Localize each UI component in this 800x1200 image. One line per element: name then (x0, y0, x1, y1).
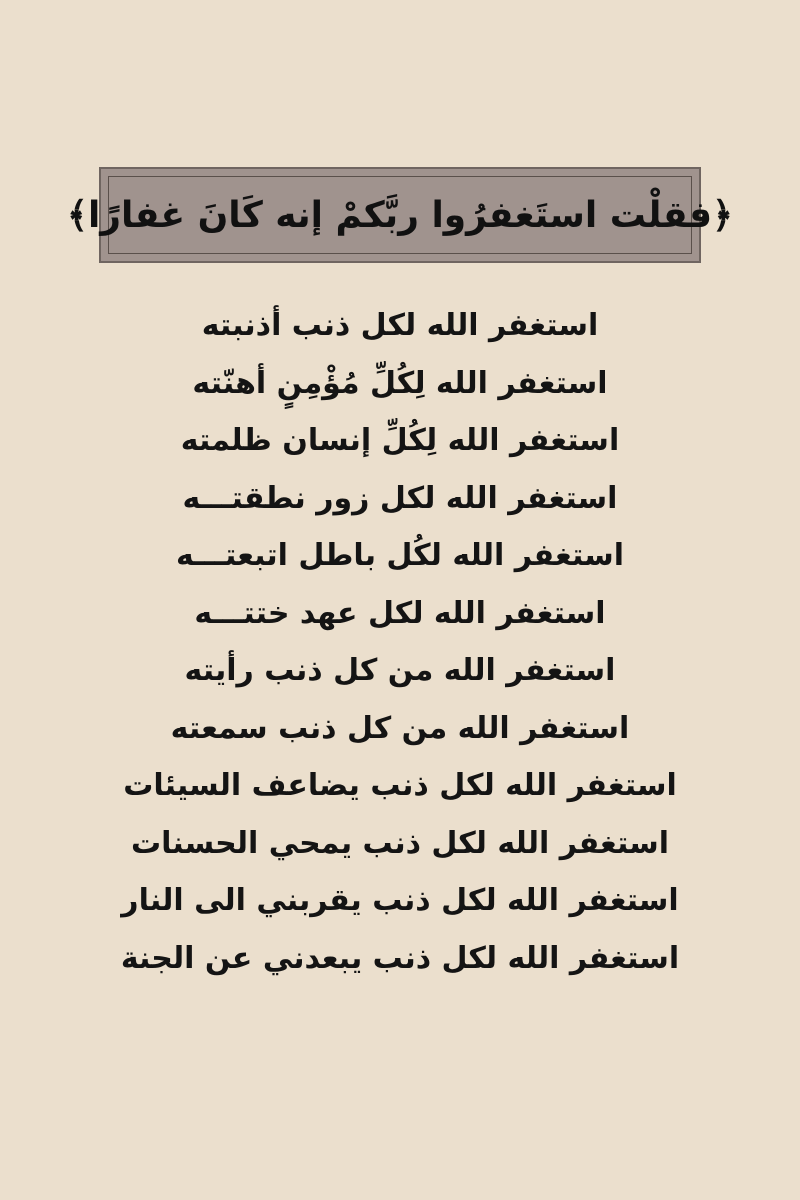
istighfar-line: استغفر الله لِكُلِّ إنسان ظلمته (180, 423, 620, 458)
istighfar-line: استغفر الله لكُل باطل اتبعتـــه (176, 538, 624, 573)
istighfar-list (0, 297, 800, 987)
istighfar-line: استغفر الله لكل ذنب يقربني الى النار (121, 883, 679, 918)
title-banner-inner-border (66, 176, 734, 254)
istighfar-line: استغفر الله لكل عهد ختتـــه (194, 595, 606, 631)
istighfar-line: استغفر الله من كل ذنب رأيته (184, 653, 616, 688)
istighfar-line: استغفر الله من كل ذنب سمعته (170, 710, 630, 746)
istighfar-line: استغفر الله لكل ذنب يبعدني عن الجنة (120, 940, 680, 976)
verse-title: ﴿فقلْت استَغفرُوا ربَّكمْ إنه كَانَ غفارًا﴾ (66, 194, 734, 236)
istighfar-line: استغفر الله لِكُلِّ مُؤْمِنٍ أهنّته (192, 365, 608, 401)
title-banner (66, 167, 734, 263)
istighfar-line: استغفر الله لكل ذنب أذنبته (201, 308, 599, 343)
istighfar-line: استغفر الله لكل زور نطقتـــه (182, 480, 618, 516)
istighfar-line: استغفر الله لكل ذنب يمحي الحسنات (130, 825, 670, 861)
istighfar-line: استغفر الله لكل ذنب يضاعف السيئات (123, 768, 677, 803)
